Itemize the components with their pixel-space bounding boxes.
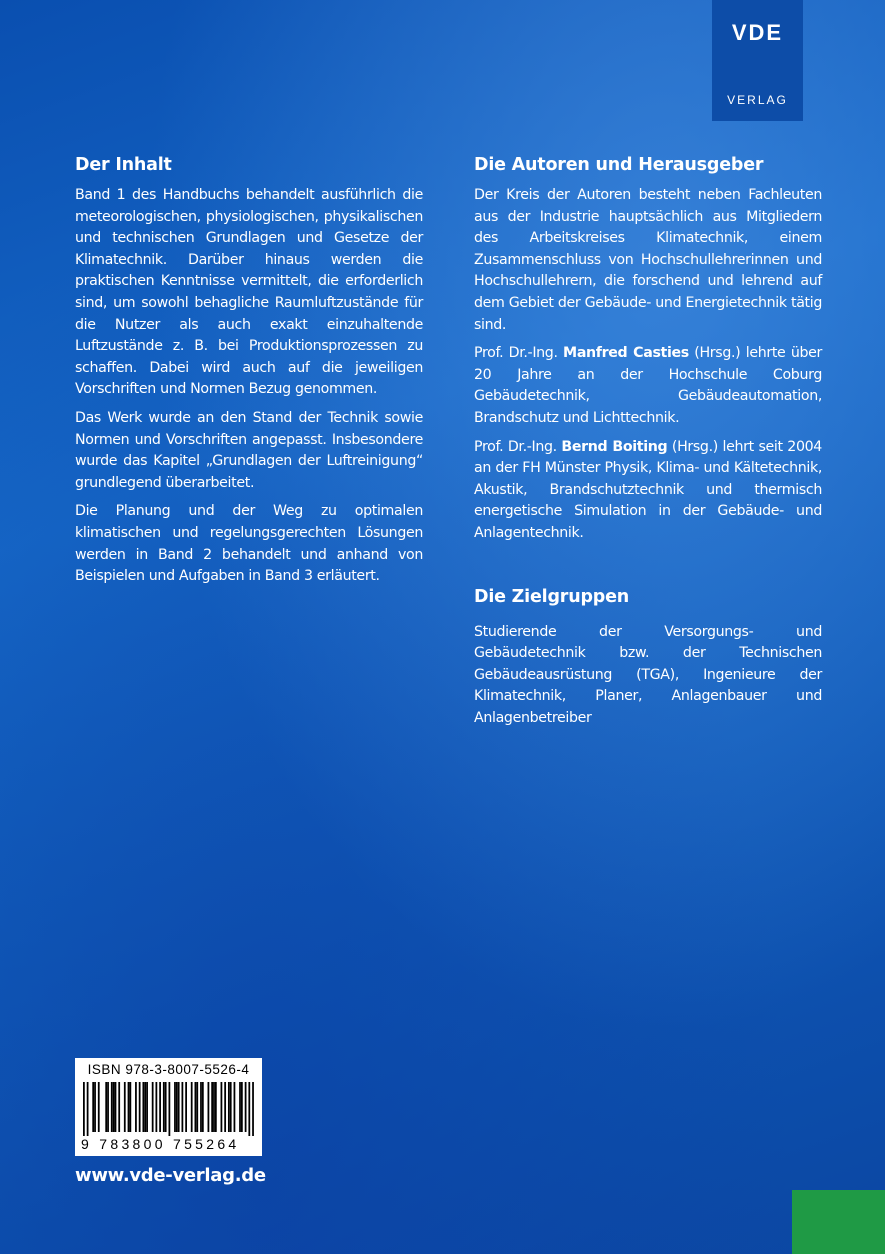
audience-paragraph: Studierende der Versorgungs- und Gebäudetechnik bzw. der Technischen Gebäudeausrüstung (TGA), Ingenieure der Klimatechnik, Planer, Anlagenbauer und Anlagenbetreiber	[474, 623, 822, 726]
barcode-digits: 9 783800 755264	[81, 1136, 240, 1152]
casties-prefix: Prof. Dr.-Ing.	[474, 345, 558, 362]
vde-verlag-logo	[712, 0, 803, 121]
boiting-text: (Hrsg.) lehrt seit 2004 an der FH Münster Physik, Klima- und Kältetechnik, Akustik, Brandschutztechnik und thermisch energetische Simulation in der Gebäude- und Anlagentechnik.	[474, 438, 822, 541]
publisher-url[interactable]: www.vde-verlag.de	[75, 1165, 266, 1186]
audience-heading: Die Zielgruppen	[474, 586, 630, 607]
boiting-prefix: Prof. Dr.-Ing.	[474, 438, 557, 455]
authors-paragraph: Der Kreis der Autoren besteht neben Fachleuten aus der Industrie hauptsächlich aus Mitgliedern des Arbeitskreises Klimatechnik, einem Zusammenschluss von Hochschullehrerinnen und Hochschullehrern, die forschend und lehrend auf dem Gebiet der Gebäude- und Energietechnik tätig sind.	[474, 187, 822, 333]
content-paragraph-1: Band 1 des Handbuchs behandelt ausführlich die meteorologischen, physiologischen, physikalischen und technischen Grundlagen und Gesetze der Klimatechnik. Darüber hinaus werden die praktischen Kenntnisse vermittelt, die erforderlich sind, um sowohl behagliche Raumluftzustände für die Nutzer als auch exakt einzuhaltende Luftzustände z. B. bei Produktionsprozessen zu schaffen. Dabei wird auch auf die jeweiligen Vorschriften und Normen Bezug genommen.	[75, 187, 423, 398]
content-heading: Der Inhalt	[75, 155, 172, 175]
authors-heading: Die Autoren und Herausgeber	[474, 155, 764, 175]
content-paragraph-2: Das Werk wurde an den Stand der Technik sowie Normen und Vorschriften angepasst. Insbesondere wurde das Kapitel „Grundlagen der Luftreinigung“ grundlegend überarbeitet.	[75, 409, 423, 491]
barcode-bars	[83, 1082, 254, 1136]
authors-column	[474, 150, 822, 736]
content-column	[75, 150, 423, 595]
content-paragraph-3: Die Planung und der Weg zu optimalen klimatischen und regelungsgerechten Lösungen werden in Band 2 behandelt und anhand von Beispielen und Aufgaben in Band 3 erläutert.	[75, 503, 423, 585]
boiting-name: Bernd Boiting	[561, 438, 668, 455]
boiting-bio	[474, 437, 822, 545]
casties-bio	[474, 343, 822, 429]
isbn-barcode	[75, 1058, 262, 1156]
logo-sub: VERLAG	[727, 93, 788, 107]
green-accent-block	[792, 1190, 885, 1254]
casties-text: (Hrsg.) lehrte über 20 Jahre an der Hochschule Coburg Gebäudetechnik, Gebäudeautomation, Brandschutz und Lichttechnik.	[474, 345, 822, 426]
isbn-text: ISBN 978-3-8007-5526-4	[87, 1062, 250, 1077]
casties-name: Manfred Casties	[563, 345, 689, 362]
logo-brand: VDE	[731, 20, 784, 45]
